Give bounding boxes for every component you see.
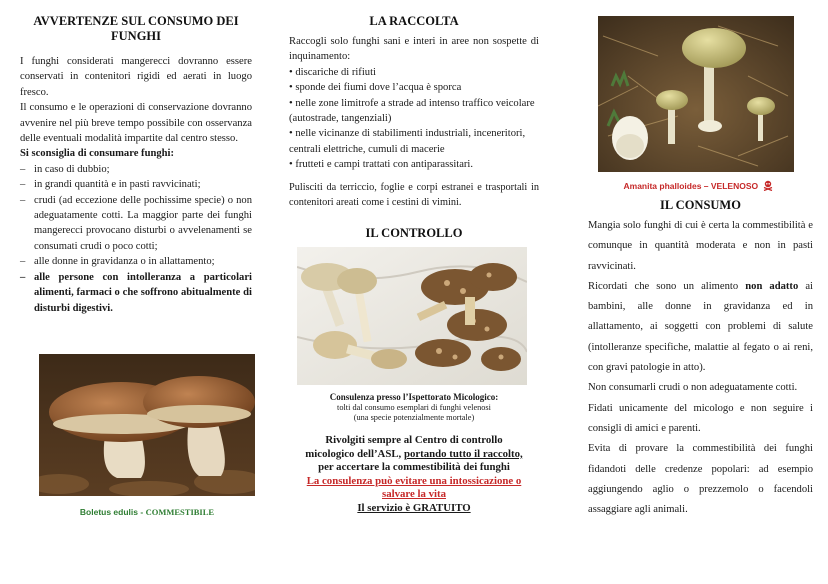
control-title: IL CONTROLLO	[365, 226, 463, 240]
cta-line-2	[289, 448, 539, 462]
advice-item: – alle persone con intolleranza a particolari alimenti, farmaci o che soffrono abitualmente di disturbi digestivi.	[20, 270, 252, 316]
skull-icon	[763, 180, 773, 193]
cta-line-1: Rivolgiti sempre al Centro di controllo	[325, 434, 503, 446]
boletus-caption	[39, 507, 255, 517]
cta-warning: La consulenza può evitare una intossicazione o salvare la vita	[306, 474, 522, 501]
advice-item: – in grandi quantità e in pasti ravvicinati;	[20, 177, 252, 192]
consumption-p1: Mangia solo funghi di cui è certa la commestibilità e comunque in quantità moderata e non in pasti ravvicinati.	[588, 220, 813, 272]
middle-column	[289, 0, 539, 240]
advice-heading: Si sconsiglia di consumare funghi:	[20, 148, 175, 160]
cta-line-2a: micologico dell’ASL,	[305, 447, 404, 460]
harvest-item: • nelle vicinanze di stabilimenti industriali, inceneritori, centrali elettriche, cumuli di macerie	[289, 128, 526, 155]
advice-item: – crudi (ad eccezione delle pochissime specie) o non adeguatamente cotti. La maggior parte dei funghi mangerecci provocano disturbi o avvelenamenti se consumati crudi o poco cotti;	[20, 193, 252, 255]
consumption-p2a: Ricordati che sono un alimento	[588, 280, 746, 292]
control-call-to-action	[289, 434, 539, 516]
consumption-body	[588, 216, 813, 520]
boletus-species: Boletus edulis -	[79, 507, 144, 517]
harvest-item: • sponde dei fiumi dove l’acqua è sporca	[289, 82, 462, 94]
cta-line-2b: portando tutto il raccolto,	[403, 447, 523, 460]
harvest-body	[289, 34, 539, 210]
inspectorate-caption: Consulenza presso l’Ispettorato Micologico:	[329, 392, 499, 402]
warnings-body	[20, 54, 252, 316]
harvest-intro: Raccogli solo funghi sani e interi in aree non sospette di inquinamento:	[289, 36, 539, 63]
consumption-p5: Evita di provare la commestibilità dei funghi fidandoti delle credenze popolari: ad esempio aggiungendo aglio o prezzemolo o facendoli assaggiare agli animali.	[588, 443, 813, 516]
control-photo	[297, 247, 527, 385]
harvest-list	[289, 65, 539, 173]
advice-list	[20, 162, 252, 316]
storage-paragraph: I funghi considerati mangerecci dovranno essere conservati in contenitori rigidi ed aerati in luogo fresco.	[20, 56, 252, 98]
boletus-photo	[39, 354, 255, 496]
consumption-p3: Non consumarli crudi o non adeguatamente cotti.	[588, 382, 798, 394]
left-column	[20, 0, 252, 316]
consumption-paragraph: Il consumo e le operazioni di conservazione dovranno avvenire nel più breve tempo possibile con osservanza delle eventuali modalità impartite dal centro stesso.	[20, 102, 252, 145]
advice-item: – alle donne in gravidanza o in allattamento;	[20, 254, 252, 269]
withdrawn-caption: tolti dal consumo esemplari di funghi velenosi	[337, 402, 491, 412]
boletus-status: COMMESTIBILE	[145, 507, 215, 517]
containers-paragraph: Pulisciti da terriccio, foglie e corpi estranei e trasportali in contenitori areati come i cestini di vimini.	[289, 181, 539, 209]
warnings-title: AVVERTENZE SUL CONSUMO DEI FUNGHI	[33, 14, 239, 43]
advice-item: – in caso di dubbio;	[20, 162, 252, 177]
control-photo-caption	[289, 392, 539, 424]
not-suitable-text: non adatto	[745, 280, 799, 292]
cta-free-service: Il servizio è GRATUITO	[357, 501, 471, 514]
amanita-caption	[598, 180, 798, 193]
amanita-photo	[598, 16, 794, 172]
harvest-title: LA RACCOLTA	[369, 14, 459, 28]
cta-line-3: per accertare la commestibilità dei funghi	[318, 461, 510, 474]
consumption-p2	[588, 277, 813, 378]
amanita-caption-text: Amanita phalloides – VELENOSO	[623, 181, 759, 191]
consumption-p4: Fidati unicamente del micologo e non seguire i consigli di amici e parenti.	[588, 402, 813, 434]
consumption-title: IL CONSUMO	[660, 198, 741, 212]
right-column	[588, 198, 813, 520]
consumption-p2c: ai bambini, alle donne in gravidanza ed in allattamento, ai soggetti con problemi di salute (intolleranze specifiche, malattie al fegato o ai reni, con gravi patologie in atto).	[588, 280, 813, 374]
harvest-item: • frutteti e campi trattati con antiparassitari.	[289, 159, 474, 171]
harvest-item: • discariche di rifiuti	[289, 66, 376, 78]
harvest-item: • nelle zone limitrofe a strade ad intenso traffico veicolare (autostrade, tangenziali)	[289, 97, 535, 125]
deadly-species-caption: (una specie potenzialmente mortale)	[353, 413, 475, 422]
